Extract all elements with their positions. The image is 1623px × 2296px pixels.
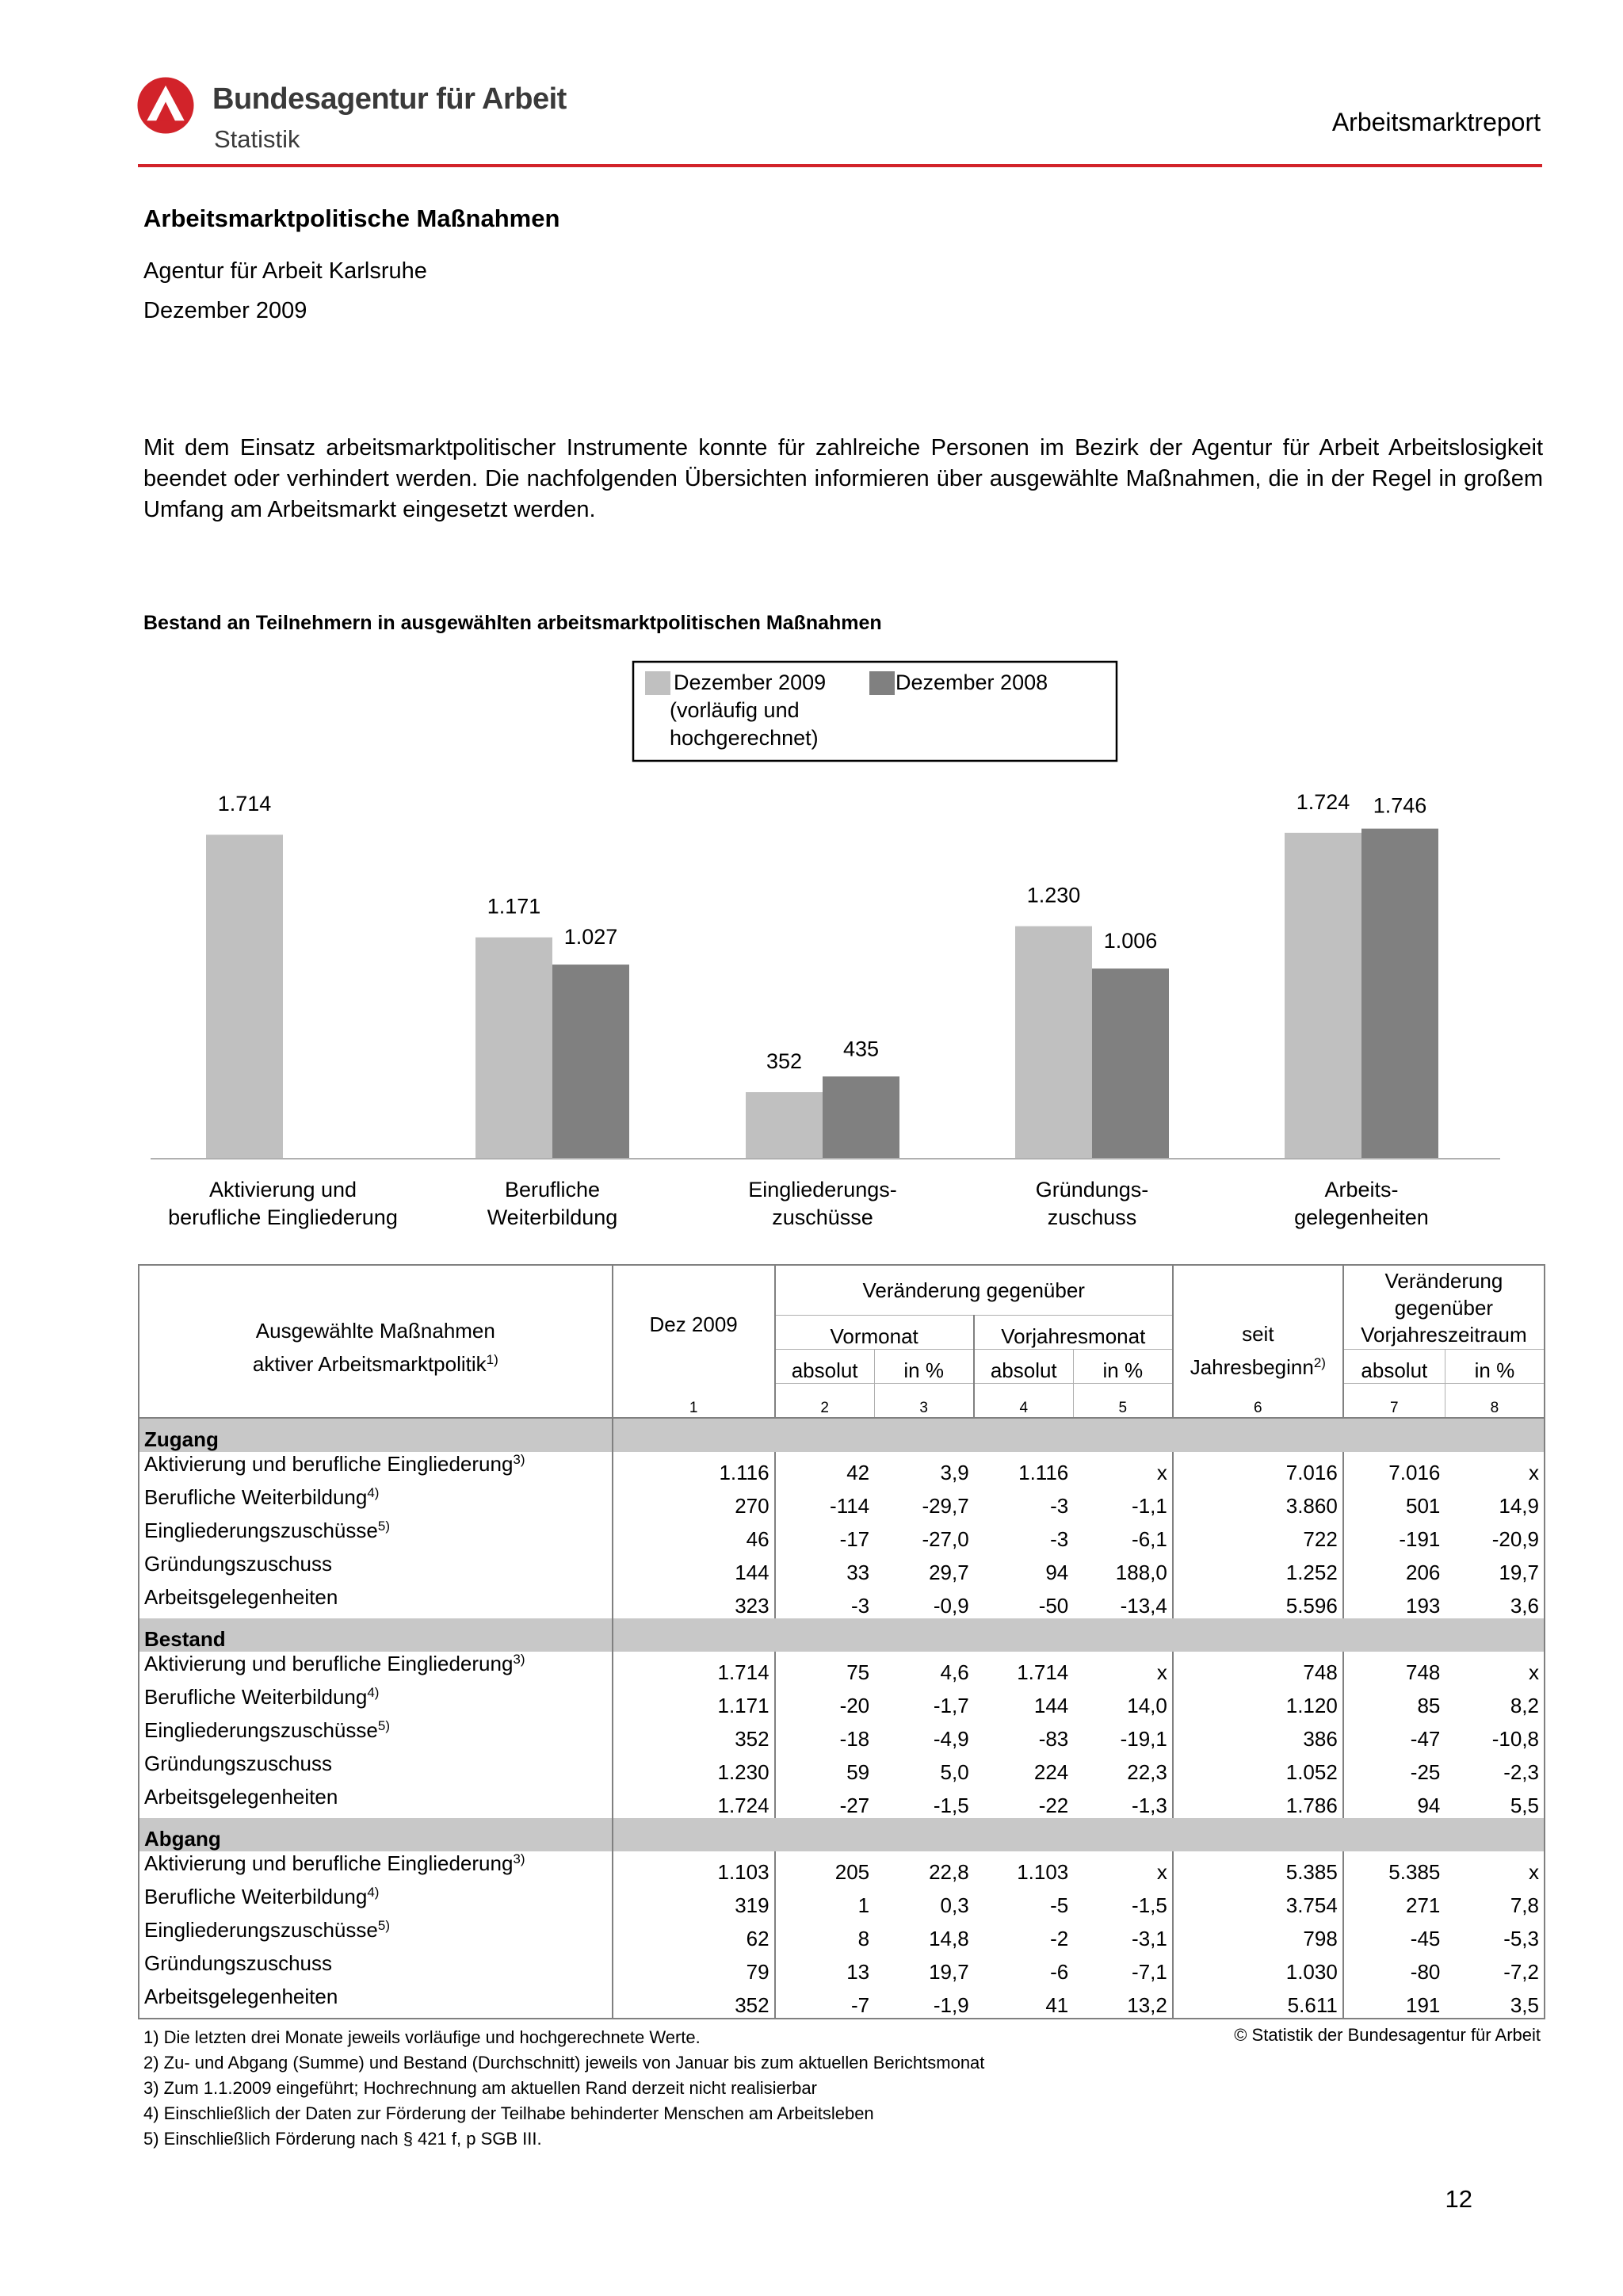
cell-col-8: -2,3 — [1445, 1752, 1545, 1785]
cell-col-5: -1,5 — [1073, 1885, 1173, 1918]
cell-col-1: 1.116 — [613, 1452, 775, 1485]
cell-col-3: 0,3 — [940, 1893, 969, 1917]
footnote-3: 3) Zum 1.1.2009 eingeführt; Hochrechnung am aktuellen Rand derzeit nicht realisierbar — [143, 2078, 817, 2098]
cell-col-6: 3.860 — [1173, 1485, 1343, 1519]
header-change-period-line3: Vorjahreszeitraum — [1361, 1322, 1527, 1347]
cell-col-1: 46 — [613, 1519, 775, 1552]
chart-legend — [633, 662, 1117, 761]
cell-col-8: 5,5 — [1445, 1785, 1545, 1818]
row-label-sup: 4) — [367, 1485, 380, 1500]
cell-col-7: -25 — [1410, 1760, 1441, 1784]
bar-2009-3 — [746, 1092, 823, 1159]
cell-col-5: -3,1 — [1073, 1918, 1173, 1951]
row-label-text: Eingliederungszuschüsse — [144, 1519, 378, 1542]
cell-col-6: 386 — [1173, 1718, 1343, 1752]
page-title: Arbeitsmarktpolitische Maßnahmen — [143, 204, 560, 232]
cell-col-7: -45 — [1410, 1927, 1441, 1950]
row-label-text: Aktivierung und berufliche Eingliederung — [144, 1652, 514, 1675]
cell-col-7: -47 — [1410, 1727, 1441, 1751]
legend-label-2008: Dezember 2008 — [896, 670, 1048, 695]
bar-2009-5 — [1285, 833, 1361, 1159]
legend-label-2009-line3: hochgerechnet) — [670, 726, 819, 751]
cell-col-4: -22 — [1038, 1794, 1069, 1817]
cell-col-1: 1.103 — [613, 1851, 775, 1885]
table-row — [139, 1652, 1545, 1685]
cell-col-3: 5,0 — [940, 1760, 969, 1784]
header-colnum-8: 8 — [1445, 1384, 1545, 1419]
legend-swatch-2008 — [869, 671, 895, 695]
row-label — [139, 1652, 613, 1685]
header-absolut-3: absolut — [1343, 1350, 1445, 1384]
header-measure-sup: 1) — [486, 1351, 498, 1367]
header-prev-year-month: Vorjahresmonat — [974, 1316, 1173, 1350]
header-absolut-2: absolut — [974, 1350, 1074, 1384]
category-label-line: berufliche Eingliederung — [168, 1205, 398, 1229]
cell-col-3: 3,9 — [940, 1461, 969, 1484]
header-seit: seit — [1242, 1321, 1274, 1346]
cell-col-6: 1.030 — [1173, 1951, 1343, 1985]
cell-col-2: -27 — [839, 1794, 870, 1817]
cell-col-6: 748 — [1173, 1652, 1343, 1685]
category-label-line: Aktivierung und — [208, 1178, 357, 1201]
footnote-1: 1) Die letzten drei Monate jeweils vorläufige und hochgerechnete Werte. — [143, 2027, 701, 2047]
table-row — [139, 1552, 1545, 1585]
row-label — [139, 1685, 613, 1718]
cell-col-6: 5.611 — [1173, 1985, 1343, 2019]
header-pct-3: in % — [1445, 1350, 1545, 1384]
table-row — [139, 1885, 1545, 1918]
cell-col-2: 33 — [846, 1561, 870, 1584]
cell-col-5: -13,4 — [1073, 1585, 1173, 1618]
cell-col-1: 319 — [613, 1885, 775, 1918]
bar-2009-4 — [1015, 926, 1092, 1159]
cell-col-5: -7,1 — [1073, 1951, 1173, 1985]
row-label-text: Eingliederungszuschüsse — [144, 1918, 378, 1942]
category-label-line: zuschüsse — [772, 1205, 873, 1229]
cell-col-3: 14,8 — [929, 1927, 969, 1950]
row-label-sup: 4) — [367, 1885, 380, 1900]
table-row — [139, 1985, 1545, 2019]
cell-col-5: x — [1073, 1452, 1173, 1485]
header-measure — [139, 1265, 613, 1384]
row-label-text: Gründungszuschuss — [144, 1951, 333, 1975]
header-change-period-line2: gegenüber — [1394, 1295, 1494, 1320]
section-row — [139, 1618, 1545, 1652]
bar-value-label: 1.714 — [217, 792, 272, 816]
row-label-sup: 4) — [367, 1685, 380, 1700]
cell-col-2: -20 — [839, 1694, 870, 1717]
row-label-text: Eingliederungszuschüsse — [144, 1718, 378, 1742]
cell-col-3: -29,7 — [922, 1494, 969, 1518]
bar-2008-3 — [823, 1076, 899, 1159]
cell-col-2: -18 — [839, 1727, 870, 1751]
cell-col-3: 19,7 — [929, 1960, 969, 1984]
row-label — [139, 1985, 613, 2019]
cell-col-7: 85 — [1417, 1694, 1441, 1717]
cell-col-4: 94 — [1045, 1561, 1069, 1584]
header-pct-2: in % — [1073, 1350, 1173, 1384]
header-change-period-line1: Veränderung — [1384, 1268, 1503, 1293]
cell-col-3: -4,9 — [933, 1727, 969, 1751]
row-label — [139, 1519, 613, 1552]
cell-col-6: 7.016 — [1173, 1452, 1343, 1485]
cell-col-2: -114 — [830, 1494, 870, 1518]
cell-col-3: 29,7 — [929, 1561, 969, 1584]
row-label-sup: 3) — [513, 1652, 525, 1667]
section-row — [139, 1418, 1545, 1452]
header-jahresbeginn: Jahresbeginn — [1190, 1354, 1314, 1379]
copyright: © Statistik der Bundesagentur für Arbeit — [1234, 2025, 1541, 2045]
category-label-line: gelegenheiten — [1294, 1205, 1429, 1229]
bar-value-label: 1.230 — [1026, 883, 1081, 907]
row-label-sup: 5) — [377, 1718, 390, 1733]
cell-col-2: 1 — [857, 1893, 870, 1917]
bar-2009-2 — [475, 938, 552, 1159]
cell-col-4: -83 — [1038, 1727, 1069, 1751]
row-label-text: Arbeitsgelegenheiten — [144, 1985, 338, 2008]
cell-col-1: 323 — [613, 1585, 775, 1618]
cell-col-6: 1.052 — [1173, 1752, 1343, 1785]
cell-col-8: 3,6 — [1445, 1585, 1545, 1618]
header-colnum-empty — [139, 1384, 613, 1419]
cell-col-4: -3 — [1050, 1527, 1069, 1551]
footnote-2: 2) Zu- und Abgang (Summe) und Bestand (Durchschnitt) jeweils von Januar bis zum aktuellen Berichtsmonat — [143, 2053, 985, 2073]
cell-col-5: -19,1 — [1073, 1718, 1173, 1752]
row-label-text: Arbeitsgelegenheiten — [144, 1585, 338, 1609]
row-label — [139, 1552, 613, 1585]
cell-col-8: 3,5 — [1445, 1985, 1545, 2019]
cell-col-8: x — [1445, 1452, 1545, 1485]
bar-value-label: 1.746 — [1373, 793, 1427, 818]
cell-col-1: 1.714 — [613, 1652, 775, 1685]
category-label-line: Eingliederungs- — [748, 1178, 897, 1201]
cell-col-1: 62 — [613, 1918, 775, 1951]
bar-2008-4 — [1092, 968, 1169, 1159]
cell-col-8: -20,9 — [1445, 1519, 1545, 1552]
cell-col-1: 1.171 — [613, 1685, 775, 1718]
header-colnum-3: 3 — [874, 1384, 974, 1419]
cell-col-6: 722 — [1173, 1519, 1343, 1552]
cell-col-5: -1,1 — [1073, 1485, 1173, 1519]
bar-value-label: 435 — [842, 1037, 880, 1061]
category-label-line: Gründungs- — [1035, 1178, 1149, 1201]
cell-col-7: 206 — [1405, 1561, 1441, 1584]
section-row — [139, 1818, 1545, 1851]
cell-col-4: 1.116 — [1018, 1461, 1069, 1484]
cell-col-4: 41 — [974, 1985, 1074, 2019]
row-label-text: Gründungszuschuss — [144, 1552, 333, 1576]
cell-col-1: 270 — [613, 1485, 775, 1519]
cell-col-7: 271 — [1405, 1893, 1441, 1917]
cell-col-8: 14,9 — [1445, 1485, 1545, 1519]
cell-col-8: 8,2 — [1445, 1685, 1545, 1718]
header-change: Veränderung gegenüber — [775, 1265, 1173, 1316]
cell-col-3: 22,8 — [929, 1860, 969, 1884]
legend-label-2009-line1: Dezember 2009 — [674, 670, 827, 695]
cell-col-7: 191 — [1343, 1985, 1445, 2019]
row-label-sup: 3) — [513, 1851, 525, 1866]
cell-col-1: 352 — [613, 1718, 775, 1752]
cell-col-7: 7.016 — [1388, 1461, 1441, 1484]
cell-col-8: x — [1445, 1652, 1545, 1685]
bar-2009-1 — [206, 835, 283, 1159]
cell-col-2: 205 — [834, 1860, 870, 1884]
row-label-text: Gründungszuschuss — [144, 1752, 333, 1775]
cell-col-3: -1,7 — [933, 1694, 969, 1717]
cell-col-2: 59 — [846, 1760, 870, 1784]
header-absolut-1: absolut — [775, 1350, 875, 1384]
bar-value-label: 1.006 — [1103, 929, 1158, 953]
cell-col-4: -3 — [1050, 1494, 1069, 1518]
table-row — [139, 1752, 1545, 1785]
cell-col-6: 1.786 — [1173, 1785, 1343, 1818]
cell-col-2: 75 — [846, 1660, 870, 1684]
cell-col-6: 798 — [1173, 1918, 1343, 1951]
report-period: Dezember 2009 — [143, 298, 307, 323]
section-fill — [613, 1618, 1545, 1652]
bar-2008-5 — [1361, 829, 1438, 1159]
cell-col-5: -1,3 — [1073, 1785, 1173, 1818]
row-label-text: Berufliche Weiterbildung — [144, 1485, 368, 1509]
row-label — [139, 1785, 613, 1818]
row-label-text: Berufliche Weiterbildung — [144, 1885, 368, 1908]
header-colnum-6: 6 — [1173, 1384, 1343, 1419]
legend-swatch-2009 — [645, 671, 670, 695]
header-colnum-7: 7 — [1343, 1384, 1445, 1419]
cell-col-8: -5,3 — [1445, 1918, 1545, 1951]
table-row — [139, 1485, 1545, 1519]
bar-value-label: 1.171 — [487, 894, 541, 919]
row-label — [139, 1718, 613, 1752]
footnote-4: 4) Einschließlich der Daten zur Förderung der Teilhabe behinderter Menschen am Arbeitsleben — [143, 2103, 874, 2123]
section-title: Abgang — [139, 1818, 613, 1851]
category-label-line: Weiterbildung — [487, 1205, 618, 1229]
cell-col-5: -6,1 — [1073, 1519, 1173, 1552]
table-row — [139, 1718, 1545, 1752]
cell-col-3: -27,0 — [922, 1527, 969, 1551]
cell-col-1: 144 — [613, 1552, 775, 1585]
cell-col-2: -7 — [775, 1985, 875, 2019]
header-jahresbeginn-sup: 2) — [1313, 1354, 1326, 1370]
cell-col-7: 748 — [1405, 1660, 1441, 1684]
cell-col-1: 352 — [613, 1985, 775, 2019]
measures-table — [138, 1264, 1545, 2019]
row-label — [139, 1918, 613, 1951]
cell-col-5: x — [1073, 1652, 1173, 1685]
cell-col-3: -1,5 — [933, 1794, 969, 1817]
footnote-5: 5) Einschließlich Förderung nach § 421 f, p SGB III. — [143, 2129, 542, 2149]
table-row — [139, 1785, 1545, 1818]
category-label-line: Arbeits- — [1324, 1178, 1399, 1201]
header-since-year-start — [1173, 1265, 1343, 1384]
cell-col-1: 1.724 — [613, 1785, 775, 1818]
cell-col-1: 79 — [613, 1951, 775, 1985]
cell-col-2: 8 — [857, 1927, 870, 1950]
section-title: Zugang — [139, 1418, 613, 1452]
cell-col-2: -3 — [851, 1594, 870, 1618]
row-label — [139, 1485, 613, 1519]
header-pct-1: in % — [874, 1350, 974, 1384]
row-label-sup: 5) — [377, 1918, 390, 1933]
cell-col-4: 1.714 — [1017, 1660, 1069, 1684]
cell-col-6: 3.754 — [1173, 1885, 1343, 1918]
row-label — [139, 1452, 613, 1485]
row-label — [139, 1951, 613, 1985]
intro-paragraph: Mit dem Einsatz arbeitsmarktpolitischer Instrumente konnte für zahlreiche Personen im Bezirk der Agentur für Arbeit Arbeitslosigkeit beendet oder verhindert werden. Die nachfolgenden Übersichten informieren über ausgewählte Maßnahmen, die in der Regel in großem Umfang am Arbeitsmarkt eingesetzt werden. — [143, 435, 1543, 522]
cell-col-2: 13 — [846, 1960, 870, 1984]
cell-col-7: 94 — [1417, 1794, 1441, 1817]
header-colnum-4: 4 — [974, 1384, 1074, 1419]
footnotes — [143, 2025, 984, 2152]
cell-col-6: 1.252 — [1173, 1552, 1343, 1585]
cell-col-7: -191 — [1399, 1527, 1441, 1551]
cell-col-6: 5.385 — [1173, 1851, 1343, 1885]
cell-col-5: 13,2 — [1073, 1985, 1173, 2019]
table-row — [139, 1585, 1545, 1618]
cell-col-5: x — [1073, 1851, 1173, 1885]
cell-col-8: -10,8 — [1445, 1718, 1545, 1752]
cell-col-7: 501 — [1405, 1494, 1441, 1518]
section-fill — [613, 1818, 1545, 1851]
table-row — [139, 1519, 1545, 1552]
category-label-line: Berufliche — [504, 1178, 601, 1201]
page-number: 12 — [1445, 2185, 1472, 2213]
header-colnum-2: 2 — [775, 1384, 875, 1419]
cell-col-2: -17 — [839, 1527, 870, 1551]
cell-col-7: 193 — [1405, 1594, 1441, 1618]
row-label — [139, 1585, 613, 1618]
cell-col-7: -80 — [1410, 1960, 1441, 1984]
cell-col-6: 5.596 — [1173, 1585, 1343, 1618]
row-label-text: Aktivierung und berufliche Eingliederung — [144, 1851, 514, 1875]
cell-col-3: -1,9 — [874, 1985, 974, 2019]
bar-value-label: 352 — [766, 1049, 803, 1074]
header-measure-line1: Ausgewählte Maßnahmen — [255, 1318, 495, 1343]
cell-col-8: 19,7 — [1445, 1552, 1545, 1585]
cell-col-7: 5.385 — [1388, 1860, 1441, 1884]
cell-col-3: 4,6 — [940, 1660, 969, 1684]
table-row — [139, 1918, 1545, 1951]
cell-col-6: 1.120 — [1173, 1685, 1343, 1718]
cell-col-3: -0,9 — [933, 1594, 969, 1618]
cell-col-4: -5 — [1050, 1893, 1069, 1917]
cell-col-8: -7,2 — [1445, 1951, 1545, 1985]
row-label — [139, 1752, 613, 1785]
cell-col-4: 224 — [1033, 1760, 1069, 1784]
header-colnum-5: 5 — [1073, 1384, 1173, 1419]
header-prev-month: Vormonat — [775, 1316, 974, 1350]
report-title: Arbeitsmarktreport — [1331, 108, 1541, 136]
row-label-text: Aktivierung und berufliche Eingliederung — [144, 1452, 514, 1476]
cell-col-4: 144 — [1033, 1694, 1069, 1717]
agency-name: Agentur für Arbeit Karlsruhe — [143, 258, 427, 284]
cell-col-1: 1.230 — [613, 1752, 775, 1785]
cell-col-5: 188,0 — [1073, 1552, 1173, 1585]
table-row — [139, 1851, 1545, 1885]
row-label-text: Arbeitsgelegenheiten — [144, 1785, 338, 1809]
cell-col-4: 1.103 — [1017, 1860, 1069, 1884]
section-fill — [613, 1418, 1545, 1452]
org-subtitle: Statistik — [214, 125, 300, 153]
cell-col-8: 7,8 — [1445, 1885, 1545, 1918]
header-colnum-1: 1 — [613, 1384, 775, 1419]
cell-col-2: 42 — [846, 1461, 870, 1484]
cell-col-4: -2 — [1050, 1927, 1069, 1950]
org-name: Bundesagentur für Arbeit — [212, 82, 567, 116]
category-label-line: zuschuss — [1047, 1205, 1137, 1229]
table-row — [139, 1452, 1545, 1485]
cell-col-8: x — [1445, 1851, 1545, 1885]
row-label — [139, 1851, 613, 1885]
bar-value-label: 1.027 — [563, 925, 618, 949]
cell-col-4: -6 — [1050, 1960, 1069, 1984]
bar-value-label: 1.724 — [1296, 789, 1350, 814]
cell-col-5: 22,3 — [1073, 1752, 1173, 1785]
row-label — [139, 1885, 613, 1918]
section-title: Bestand — [139, 1618, 613, 1652]
row-label-sup: 5) — [377, 1519, 390, 1534]
header-dez-2009: Dez 2009 — [613, 1265, 775, 1384]
bar-2008-2 — [552, 965, 629, 1159]
chart-title: Bestand an Teilnehmern in ausgewählten arbeitsmarktpolitischen Maßnahmen — [143, 612, 882, 634]
row-label-sup: 3) — [513, 1452, 525, 1467]
header-measure-line2: aktiver Arbeitsmarktpolitik — [252, 1351, 487, 1376]
row-label-text: Berufliche Weiterbildung — [144, 1685, 368, 1709]
cell-col-5: 14,0 — [1073, 1685, 1173, 1718]
cell-col-4: -50 — [1038, 1594, 1069, 1618]
header-change-period — [1343, 1265, 1545, 1350]
legend-label-2009-line2: (vorläufig und — [670, 698, 800, 723]
table-row — [139, 1951, 1545, 1985]
table-row — [139, 1685, 1545, 1718]
